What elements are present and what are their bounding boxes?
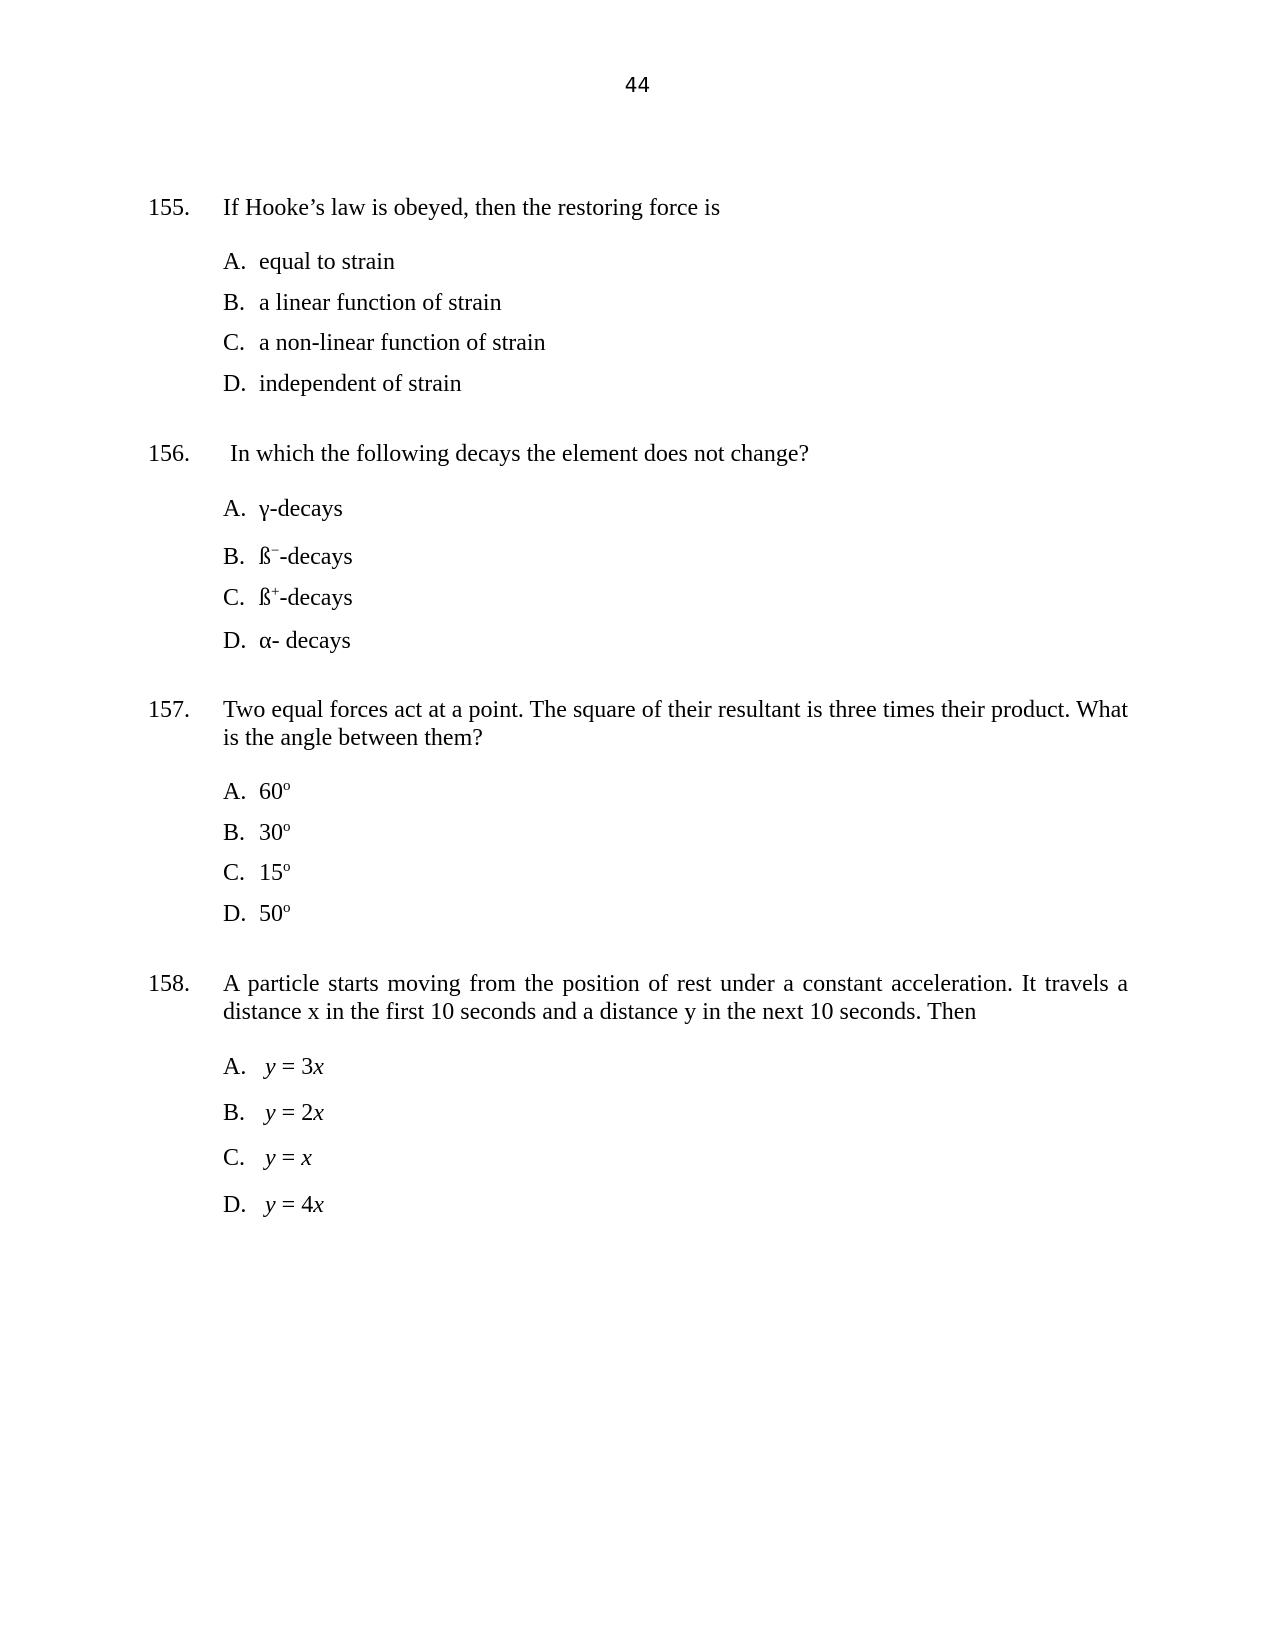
equals-sign: = xyxy=(275,1100,302,1126)
option-text: independent of strain xyxy=(259,371,462,397)
equation xyxy=(265,1100,324,1126)
option-letter: A. xyxy=(223,249,247,275)
option-b xyxy=(223,289,502,317)
equals-sign: = xyxy=(275,1145,302,1171)
equation-lhs: y xyxy=(265,1145,276,1171)
option-b xyxy=(223,819,291,847)
option-letter: B. xyxy=(223,290,246,316)
option-letter: C. xyxy=(223,1145,246,1171)
option-a xyxy=(223,248,395,276)
option-d xyxy=(223,900,291,928)
question-text: A particle starts moving from the position of rest under a constant acceleration. It travels a distance x in the first 10 seconds and a distance y in the next 10 seconds. Then xyxy=(223,971,1128,1025)
option-letter: D. xyxy=(223,628,247,654)
equation xyxy=(265,1054,324,1080)
question-number: 156. xyxy=(148,441,190,467)
question-157 xyxy=(148,696,1128,927)
question-155 xyxy=(148,194,1128,397)
option-letter: C. xyxy=(223,585,246,611)
question-header xyxy=(148,194,1128,222)
option-c xyxy=(223,1144,312,1172)
equals-sign: = xyxy=(275,1054,302,1080)
option-b xyxy=(223,1099,324,1127)
option-d xyxy=(223,627,351,655)
degree-superscript: o xyxy=(283,900,291,916)
question-text: Two equal forces act at a point. The square of their resultant is three times their product. What is the angle between them? xyxy=(223,697,1128,751)
equation-variable: x xyxy=(313,1100,324,1126)
option-letter: A. xyxy=(223,779,247,805)
equals-sign: = xyxy=(275,1192,302,1218)
option-letter: D. xyxy=(223,371,247,397)
charge-superscript: − xyxy=(271,543,280,559)
equation xyxy=(265,1145,312,1171)
question-header xyxy=(148,440,1128,468)
equation-coefficient: 4 xyxy=(301,1192,314,1218)
equation-coefficient: 3 xyxy=(301,1054,314,1080)
option-letter: B. xyxy=(223,820,246,846)
option-letter: D. xyxy=(223,901,247,927)
option-value: 15 xyxy=(259,860,283,886)
option-d xyxy=(223,1191,324,1219)
option-c xyxy=(223,329,546,357)
option-d xyxy=(223,370,462,398)
equation xyxy=(265,1192,324,1218)
option-letter: B. xyxy=(223,544,246,570)
option-a xyxy=(223,778,291,806)
question-text: In which the following decays the element does not change? xyxy=(230,441,810,467)
option-a xyxy=(223,1053,324,1081)
degree-superscript: o xyxy=(283,859,291,875)
question-text: If Hooke’s law is obeyed, then the restoring force is xyxy=(223,195,721,221)
option-value: 30 xyxy=(259,820,283,846)
option-c xyxy=(223,584,353,612)
equation-variable: x xyxy=(313,1192,324,1218)
option-b xyxy=(223,543,353,571)
option-letter: B. xyxy=(223,1100,246,1126)
degree-superscript: o xyxy=(283,778,291,794)
option-letter: A. xyxy=(223,496,247,522)
page-number: 44 xyxy=(624,73,651,97)
option-letter: D. xyxy=(223,1192,247,1218)
option-value: 60 xyxy=(259,779,283,805)
option-a xyxy=(223,495,343,523)
question-number: 155. xyxy=(148,195,190,221)
equation-lhs: y xyxy=(265,1192,276,1218)
question-number: 158. xyxy=(148,971,190,997)
option-letter: A. xyxy=(223,1054,247,1080)
beta-symbol: ß xyxy=(259,544,271,570)
equation-lhs: y xyxy=(265,1100,276,1126)
option-value: 50 xyxy=(259,901,283,927)
equation-variable: x xyxy=(313,1054,324,1080)
gamma-symbol: γ xyxy=(259,496,270,522)
option-text: equal to strain xyxy=(259,249,395,275)
option-text: - decays xyxy=(271,628,351,654)
question-header xyxy=(148,696,1128,752)
option-text: -decays xyxy=(279,544,353,570)
alpha-symbol: α xyxy=(259,628,272,654)
equation-lhs: y xyxy=(265,1054,276,1080)
question-header xyxy=(148,970,1128,1026)
option-letter: C. xyxy=(223,860,246,886)
option-text: -decays xyxy=(279,585,353,611)
option-c xyxy=(223,859,291,887)
degree-superscript: o xyxy=(283,819,291,835)
question-number: 157. xyxy=(148,697,190,723)
option-letter: C. xyxy=(223,330,246,356)
beta-symbol: ß xyxy=(259,585,271,611)
charge-superscript: + xyxy=(271,584,280,600)
equation-coefficient: 2 xyxy=(301,1100,314,1126)
option-text: a non-linear function of strain xyxy=(259,330,546,356)
option-text: a linear function of strain xyxy=(259,290,502,316)
option-text: -decays xyxy=(269,496,343,522)
question-156 xyxy=(148,440,1128,654)
equation-variable: x xyxy=(301,1145,312,1171)
question-158 xyxy=(148,970,1128,1218)
